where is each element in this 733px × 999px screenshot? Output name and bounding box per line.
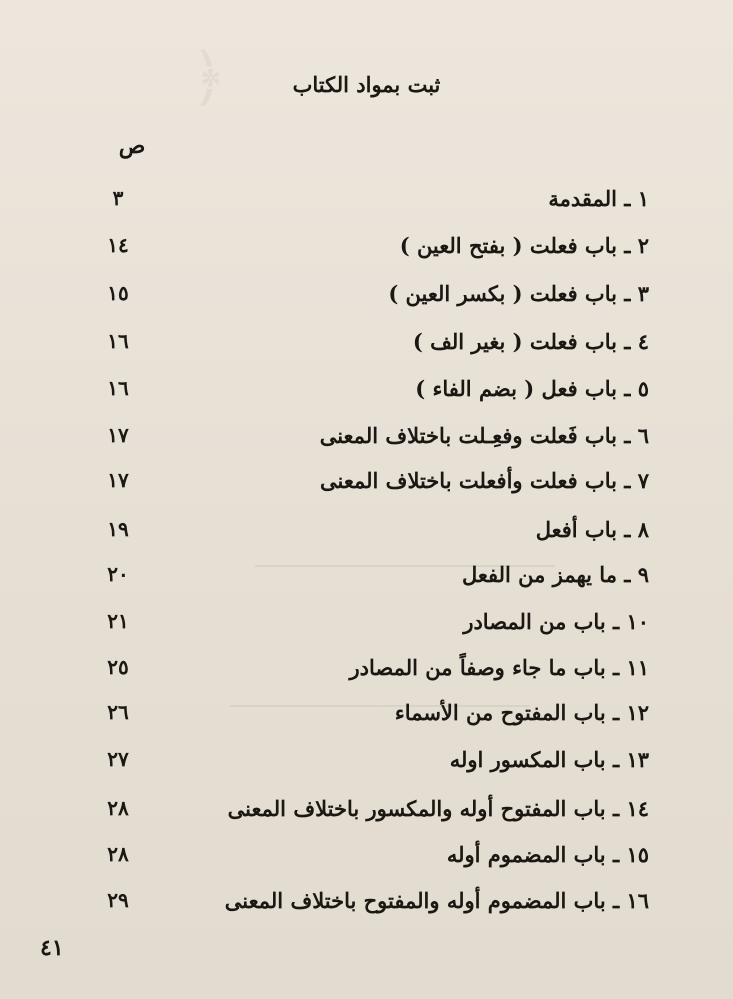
toc-page-number: ١٦ <box>107 376 129 400</box>
folio-page-number: ٤١ <box>40 935 64 961</box>
toc-page-number: ١٥ <box>107 281 129 305</box>
toc-row <box>0 517 733 557</box>
page-title: ثبت بمواد الكتاب <box>292 72 441 97</box>
toc-page-number: ٢٩ <box>107 888 129 912</box>
toc-row <box>0 747 733 787</box>
toc-row <box>0 655 733 695</box>
toc-entry: ٥ ـ باب فعل ( بضم الفاء ) <box>415 376 649 401</box>
toc-entry: ١٠ ـ باب من المصادر <box>463 609 649 634</box>
toc-entry: ١٦ ـ باب المضموم أوله والمفتوح باختلاف المعنى <box>224 888 649 913</box>
toc-entry: ١٣ ـ باب المكسور اوله <box>449 747 649 772</box>
toc-page-number: ١٧ <box>107 423 129 447</box>
toc-page-number: ٢١ <box>107 609 129 633</box>
toc-row <box>0 376 733 416</box>
toc-entry: ٦ ـ باب فَعلت وفعِـلت باختلاف المعنى <box>319 423 649 448</box>
toc-row <box>0 186 733 226</box>
toc-page-number: ٢٠ <box>107 562 129 586</box>
toc-entry: ٨ ـ باب أفعل <box>535 517 649 542</box>
toc-row <box>0 888 733 928</box>
toc-row <box>0 329 733 369</box>
toc-page-number: ٢٥ <box>107 655 129 679</box>
toc-entry: ٣ ـ باب فعلت ( بكسر العين ) <box>388 281 649 306</box>
toc-page-number: ٣ <box>112 186 124 210</box>
toc-row <box>0 562 733 602</box>
toc-entry: ١٥ ـ باب المضموم أوله <box>446 842 649 867</box>
toc-page-number: ٢٨ <box>107 842 129 866</box>
toc-row <box>0 609 733 649</box>
bleed-through-text: ﴿ <box>190 41 228 115</box>
toc-entry: ٤ ـ باب فعلت ( بغير الف ) <box>412 329 649 354</box>
toc-row <box>0 796 733 836</box>
page-column-header: ص <box>118 133 146 159</box>
toc-page-number: ٢٨ <box>107 796 129 820</box>
toc-entry: ٩ ـ ما يهمز من الفعل <box>461 562 649 587</box>
toc-row <box>0 468 733 508</box>
toc-page-number: ١٦ <box>107 329 129 353</box>
toc-page-number: ١٧ <box>107 468 129 492</box>
toc-page-number: ١٩ <box>107 517 129 541</box>
toc-row <box>0 281 733 321</box>
toc-row <box>0 423 733 463</box>
toc-page-number: ٢٦ <box>107 700 129 724</box>
toc-entry: ٧ ـ باب فعلت وأفعلت باختلاف المعنى <box>320 468 649 493</box>
toc-entry: ١٢ ـ باب المفتوح من الأسماء <box>394 700 649 725</box>
toc-entry: ١٤ ـ باب المفتوح أوله والمكسور باختلاف المعنى <box>227 796 649 821</box>
toc-page-number: ١٤ <box>107 233 129 257</box>
toc-entry: ١ ـ المقدمة <box>548 186 649 211</box>
toc-row <box>0 233 733 273</box>
toc-row <box>0 842 733 882</box>
toc-entry: ١١ ـ باب ما جاء وصفاً من المصادر <box>349 655 649 680</box>
toc-entry: ٢ ـ باب فعلت ( بفتح العين ) <box>399 233 649 258</box>
toc-row <box>0 700 733 740</box>
toc-page-number: ٢٧ <box>107 747 129 771</box>
